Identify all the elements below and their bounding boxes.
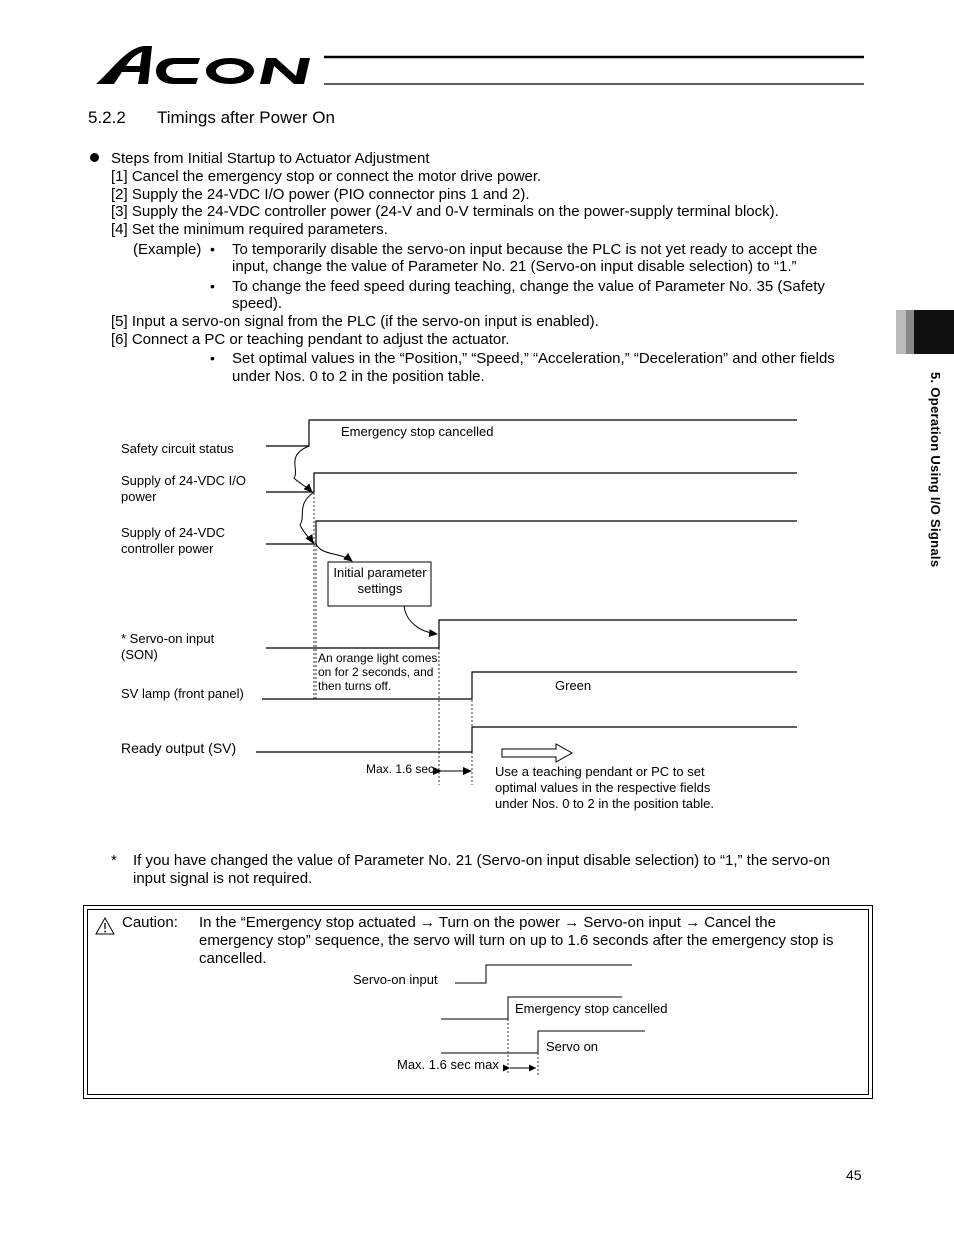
step-5: [5] Input a servo-on signal from the PLC (if the servo-on input is enabled).: [111, 313, 599, 330]
logo-text: ACON: [92, 40, 95, 41]
step-4: [4] Set the minimum required parameters.: [111, 221, 388, 238]
ctrl-power-signal-line: [266, 521, 797, 544]
footnote-line-1: If you have changed the value of Parameter No. 21 (Servo-on input disable selection) to “1,” the servo-on: [133, 852, 831, 869]
estop-cancelled-label: Emergency stop cancelled: [341, 424, 494, 439]
orange-note-line-2: on for 2 seconds, and: [318, 665, 434, 679]
servo-label-line-1: * Servo-on input: [121, 631, 215, 646]
example-bullet-1: •: [210, 241, 215, 257]
max-time-label: Max. 1.6 sec: [366, 762, 435, 776]
caution-servo-input-label: Servo-on input: [353, 972, 438, 987]
bullet-dot: [90, 153, 99, 162]
io-label-line-2: power: [121, 489, 157, 504]
example-2-line-2: speed).: [232, 295, 283, 312]
caution-line-3: cancelled.: [199, 950, 267, 967]
section-title: Timings after Power On: [156, 108, 335, 127]
teaching-note-line-2: optimal values in the respective fields: [495, 780, 711, 795]
step-2: [2] Supply the 24-VDC I/O power (PIO connector pins 1 and 2).: [111, 186, 530, 203]
green-label: Green: [555, 678, 592, 693]
caution-servo-input-line: [455, 965, 632, 983]
footnote-line-2: input signal is not required.: [133, 870, 313, 887]
step-6-bullet: •: [210, 350, 215, 366]
caution-servo-on-line: [441, 1031, 645, 1053]
arrow-safety-to-io: [294, 446, 312, 492]
io-power-signal-line: [266, 473, 797, 492]
caution-label: Caution:: [122, 914, 178, 931]
ready-label: Ready output (SV): [121, 740, 237, 756]
example-1-line-1: To temporarily disable the servo-on input because the PLC is not yet ready to accept the: [232, 241, 818, 258]
initial-param-line-1: Initial parameter: [333, 565, 427, 580]
ctrl-label-line-2: controller power: [121, 541, 214, 556]
side-tab-marker: [896, 310, 954, 354]
teaching-note-line-1: Use a teaching pendant or PC to set: [495, 764, 705, 779]
initial-param-line-2: settings: [357, 581, 403, 596]
orange-note-line-3: then turns off.: [318, 679, 392, 693]
teaching-note-line-3: under Nos. 0 to 2 in the position table.: [495, 796, 714, 811]
hollow-arrow-icon: [502, 744, 572, 762]
servo-label-line-2: (SON): [121, 647, 158, 662]
caution-timing-diagram: [0, 955, 954, 1085]
ctrl-label-line-1: Supply of 24-VDC: [121, 525, 226, 540]
orange-note-line-1: An orange light comes: [318, 651, 438, 665]
timing-diagram: [0, 400, 954, 830]
footnote-mark: *: [111, 852, 117, 869]
step-6: [6] Connect a PC or teaching pendant to adjust the actuator.: [111, 331, 510, 348]
step-3: [3] Supply the 24-VDC controller power (24-V and 0-V terminals on the power-supply terminal block).: [111, 203, 779, 220]
sv-lamp-label: SV lamp (front panel): [121, 686, 244, 701]
io-label-line-1: Supply of 24-VDC I/O: [121, 473, 246, 488]
section-number: 5.2.2: [88, 108, 126, 127]
caution-estop-label: Emergency stop cancelled: [515, 1001, 668, 1016]
step-1: [1] Cancel the emergency stop or connect the motor drive power.: [111, 168, 542, 185]
side-tab-text: 5. Operation Using I/O Signals: [928, 372, 943, 568]
step-6-sub-line-1: Set optimal values in the “Position,” “Speed,” “Acceleration,” “Deceleration” and other fields: [232, 350, 835, 367]
example-label: (Example): [133, 241, 202, 258]
caution-line-2: emergency stop” sequence, the servo will turn on up to 1.6 seconds after the emergency stop is: [199, 932, 834, 949]
arrow-param-to-servo: [404, 606, 437, 634]
warning-triangle-icon: [95, 917, 115, 935]
servo-input-signal-line: [266, 620, 797, 648]
step-6-sub-line-2: under Nos. 0 to 2 in the position table.: [232, 368, 485, 385]
caution-line-1: In the “Emergency stop actuated → Turn on the power → Servo-on input → Cancel the: [199, 914, 776, 931]
example-1-line-2: input, change the value of Parameter No. 21 (Servo-on input disable selection) to “1.”: [232, 258, 797, 275]
steps-intro: Steps from Initial Startup to Actuator Adjustment: [111, 150, 430, 167]
ready-signal-line: [256, 727, 797, 752]
caution-max-label: Max. 1.6 sec max: [397, 1057, 499, 1072]
page-number: 45: [846, 1167, 862, 1183]
example-bullet-2: •: [210, 278, 215, 294]
caution-servo-on-label: Servo on: [546, 1039, 599, 1054]
section-heading: [88, 108, 335, 128]
safety-label: Safety circuit status: [121, 441, 234, 456]
example-2-line-1: To change the feed speed during teaching, change the value of Parameter No. 35 (Safety: [232, 278, 825, 295]
arrow-io-to-ctrl: [300, 492, 314, 543]
arrow-ctrl-to-param: [316, 544, 352, 561]
acon-logo: [92, 40, 872, 90]
